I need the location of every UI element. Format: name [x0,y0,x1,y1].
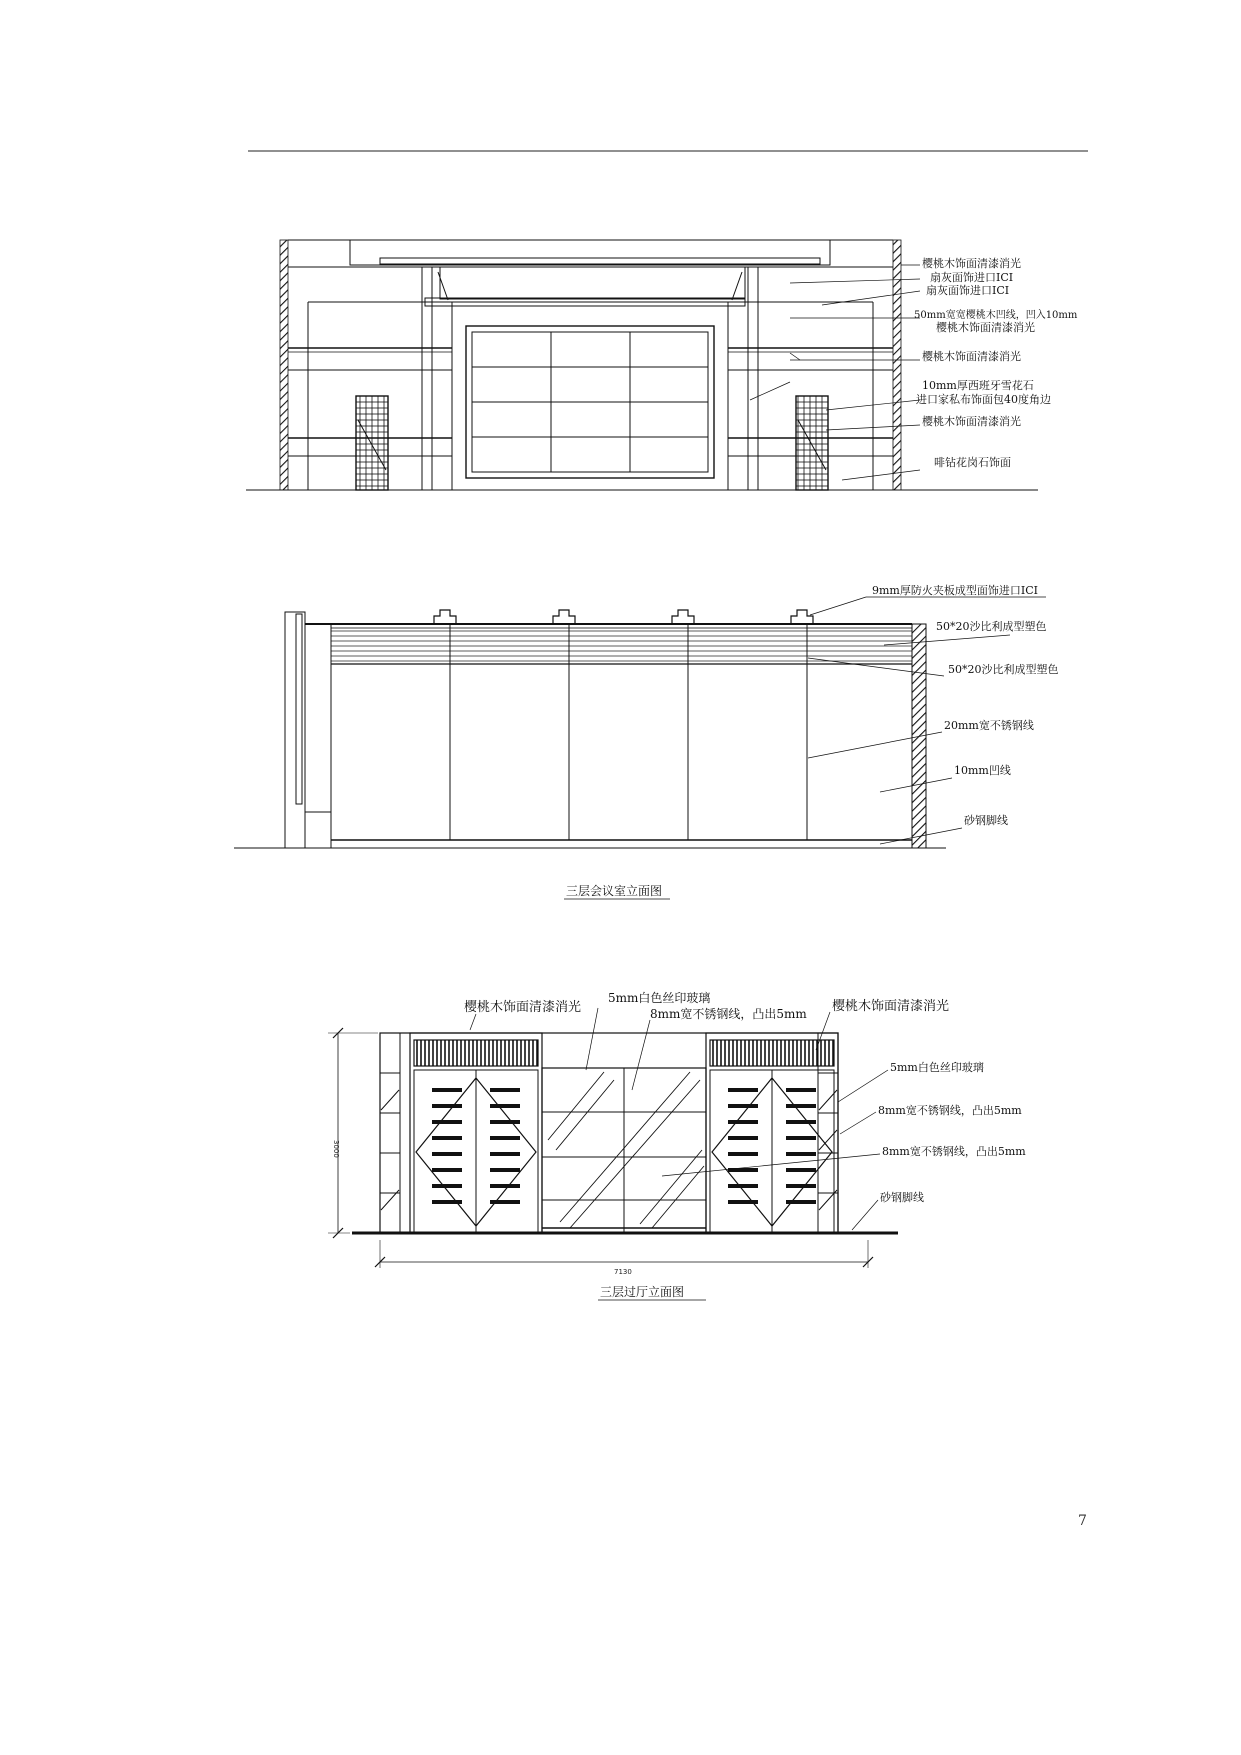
label-a9: 樱桃木饰面清漆消光 [922,415,1021,428]
dimension-width: 7130 [614,1268,632,1276]
title-b: 三层会议室立面图 [566,884,663,898]
label-a1: 樱桃木饰面清漆消光 [922,257,1021,270]
label-c8: 砂钢脚线 [880,1191,924,1204]
label-c6: 8mm宽不锈钢线，凸出5mm [878,1104,1022,1117]
title-c: 三层过厅立面图 [600,1285,685,1299]
elevation-drawing-c [328,1008,898,1268]
label-b2: 50*20沙比利成型塑色 [936,620,1047,633]
label-c2: 5mm白色丝印玻璃 [608,991,711,1005]
label-c5: 5mm白色丝印玻璃 [890,1061,984,1074]
elevation-drawing-b [234,597,1046,848]
label-b1: 9mm厚防火夹板成型面饰进口ICI [872,584,1038,597]
label-a7: 10mm厚西班牙雪花石 [922,379,1034,392]
label-c1: 樱桃木饰面清漆消光 [464,1000,582,1015]
label-a5: 樱桃木饰面清漆消光 [936,321,1035,334]
label-a6: 樱桃木饰面清漆消光 [922,350,1021,363]
label-b5: 10mm凹线 [954,764,1011,777]
label-b6: 砂钢脚线 [964,814,1008,827]
labels-drawing-a [914,256,1078,469]
page-number: 7 [1078,1513,1087,1529]
elevation-drawing-a [246,240,1038,490]
label-a3: 扇灰面饰进口ICI [926,284,1010,297]
label-c3: 8mm宽不锈钢线，凸出5mm [650,1007,807,1021]
labels-drawing-c [332,990,1026,1300]
label-a4: 50mm宽宽樱桃木凹线，凹入10mm [914,310,1078,321]
label-a10: 啡钻花岗石饰面 [934,456,1011,469]
label-c7: 8mm宽不锈钢线，凸出5mm [882,1145,1026,1158]
label-a8: 进口家私布饰面包40度角边 [916,393,1051,406]
dimension-height: 3000 [332,1140,340,1158]
label-b3: 50*20沙比利成型塑色 [948,663,1059,676]
label-a2: 扇灰面饰进口ICI [930,271,1014,284]
label-c4: 樱桃木饰面清漆消光 [832,999,950,1014]
label-b4: 20mm宽不锈钢线 [944,719,1034,732]
